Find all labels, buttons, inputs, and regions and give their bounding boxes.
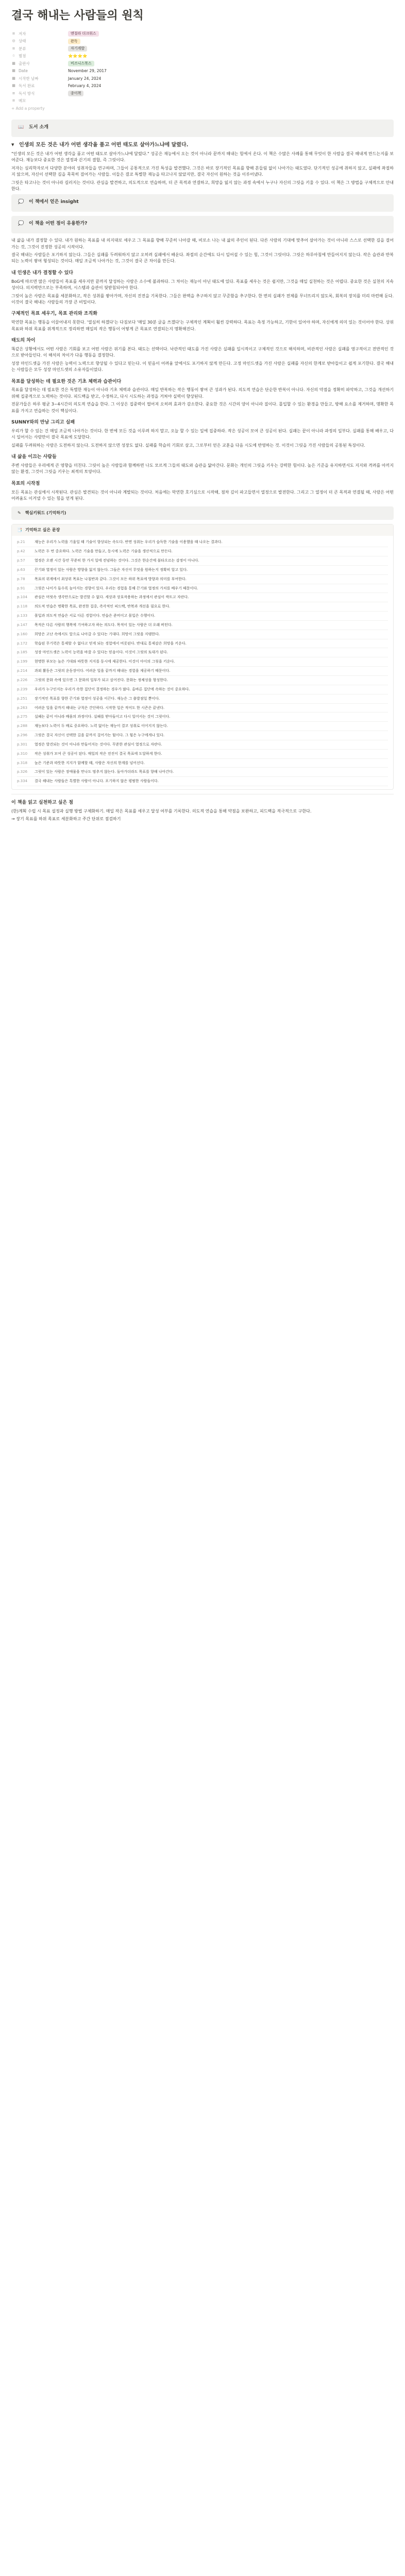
property-value-text: 자기계발 — [68, 46, 87, 52]
quote-page-number: p.104 — [17, 595, 28, 600]
quote-page-number: p.133 — [17, 614, 28, 618]
intro-callout — [11, 120, 394, 137]
quote-text: 열정은 오랜 시간 동안 꾸준히 한 가지 일에 전념하는 것이다. 그것은 한순간에 불타오르는 감정이 아니다. — [35, 558, 199, 563]
property-value-text: 비즈니스북스 — [68, 61, 94, 66]
property-key-label: 시작한 날짜 — [19, 76, 39, 81]
property-key — [11, 76, 68, 82]
section-heading: 목표의 시작점 — [11, 481, 40, 486]
quote-row — [17, 759, 388, 768]
section-paragraph: 우리가 할 수 있는 건 매일 조금씩 나아가는 것이다. 한 번에 모든 것을 이루려 하지 말고, 오늘 할 수 있는 일에 집중하라. 작은 성공이 모여 큰 성공이 된다. 실패는 끝이 아니라 과정의 일부다. 실패를 통해 배우고, 다시 일어서는 사람만이 결국 목표에 도달한다. — [11, 428, 394, 440]
property-key — [11, 31, 68, 37]
property-key-label: 출판사 — [19, 61, 30, 66]
quote-text: 재능보다 노력이 두 배로 중요하다. 노력 없이는 재능이 결코 성취로 이어지지 않는다. — [35, 724, 168, 728]
quote-page-number: p.118 — [17, 604, 28, 609]
quote-page-number: p.172 — [17, 641, 28, 646]
quote-text: 어려운 일을 끝까지 해내는 규칙은 간단하다. 시작한 일은 적어도 한 시즌은 끝낸다. — [35, 705, 165, 710]
quote-text: 우리가 누구인지는 우리가 속한 집단이 결정하는 경우가 많다. 올바른 집단에 속하는 것이 중요하다. — [35, 687, 190, 691]
thought-bubble-icon: 💭 — [18, 199, 24, 205]
property-value[interactable] — [68, 30, 394, 37]
section-heading: 태도의 차이 — [11, 338, 36, 344]
property-row[interactable] — [11, 97, 394, 105]
property-key — [11, 38, 68, 44]
closing-paragraph: → 장기 목표를 하위 목표로 세분화하고 주간 단위로 점검하기 — [11, 817, 121, 822]
quote-page-number: p.214 — [17, 669, 28, 673]
quote-page-number: p.288 — [17, 724, 28, 728]
section-paragraph: 내 삶을 내가 결정할 수 있다. 내가 원하는 목표를 내 의지대로 세우고 그 목표를 향해 꾸준히 나아갈 때, 비로소 나는 내 삶의 주인이 된다. 다른 사람의 기대에 맞추어 살아가는 것이 아니라 스스로 선택한 길을 걸어가는 것, 그것이 진정한 성공의 시작이다. — [11, 238, 394, 249]
property-type-icon: ▦ — [12, 69, 15, 73]
insight-callout — [11, 194, 394, 212]
quote-row — [17, 584, 388, 594]
quote-row — [17, 740, 388, 750]
quote-text: 현명한 부모는 높은 기대와 따뜻한 지지를 동시에 제공한다. 이것이 아이의 그릿을 키운다. — [35, 659, 175, 664]
quote-text: 결국 해내는 사람들은 특별한 사람이 아니다. 포기하지 않은 평범한 사람들이다. — [35, 779, 159, 784]
quote-page-number: p.275 — [17, 715, 28, 719]
property-key — [11, 83, 68, 89]
quote-row — [17, 685, 388, 694]
property-key-label: 독서 방식 — [19, 91, 35, 96]
quote-text: 희망은 고난 속에서도 앞으로 나아갈 수 있다는 기대다. 희망이 그릿을 지탱한다. — [35, 632, 160, 636]
property-type-icon: ≡ — [12, 31, 15, 36]
section-paragraph: 똑같은 상황에서도 어떤 사람은 기회를 보고 어떤 사람은 위기를 본다. 태도는 선택이다. 낙관적인 태도를 가진 사람은 실패를 일시적이고 구체적인 것으로 해석하며, 비관적인 사람은 실패를 영구적이고 전반적인 것으로 받아들인다. 이 해석의 차이가 다음 행동을 결정한다. — [11, 346, 394, 358]
toggle-triangle-icon[interactable]: ▼ — [11, 142, 14, 147]
quote-page-number: p.199 — [17, 659, 28, 664]
quote-row — [17, 639, 388, 649]
property-value-text: 완독 — [68, 39, 80, 44]
property-value[interactable] — [68, 76, 394, 82]
quote-table-body — [12, 536, 393, 789]
property-value[interactable] — [68, 90, 394, 96]
section-paragraph: 결국 해내는 사람들은 포기하지 않는다. 그들은 실패를 두려워하지 않고 오히려 실패에서 배운다. 좌절의 순간에도 다시 일어설 수 있는 힘, 그것이 그릿이다. 그릿은 하루아침에 만들어지지 않는다. 작은 습관과 반복되는 노력이 쌓여 형성되는 것이다. 매일 조금씩 나아가는 것, 그것이 결국 큰 차이를 만든다. — [11, 252, 394, 264]
property-key-label: 저자 — [19, 31, 26, 36]
property-value[interactable] — [68, 60, 394, 66]
quote-page-number: p.263 — [17, 705, 28, 710]
property-key-label: 메모 — [19, 98, 26, 104]
quote-row — [17, 547, 388, 556]
quote-row — [17, 750, 388, 759]
quote-page-number: p.42 — [17, 549, 25, 554]
quote-page-number: p.57 — [17, 558, 25, 563]
quote-text: 목표의 위계에서 최상위 목표는 나침반과 같다. 그것이 모든 하위 목표에 방향과 의미를 부여한다. — [35, 577, 187, 581]
property-type-icon: ≡ — [12, 91, 15, 95]
section-paragraph: BoG에 따르면 많은 사람들이 목표를 세우지만 끝까지 달성하는 사람은 소수에 불과하다. 그 차이는 재능이 아닌 태도에 있다. 목표를 세우는 것은 쉽지만, 그것을 매일 실천하는 것은 어렵다. 중요한 것은 실천의 지속성이다. 의지력만으로는 부족하며, 시스템과 습관이 뒷받침되어야 한다. — [11, 279, 394, 291]
section-paragraph: 실패를 두려워하는 사람은 도전하지 않는다. 도전하지 않으면 성장도 없다. 실패를 학습의 기회로 삼고, 그로부터 얻은 교훈을 다음 시도에 반영하는 것. 이것이 그릿을 가진 사람들의 공통된 특징이다. — [11, 443, 365, 448]
quote-page-number: p.296 — [17, 733, 28, 738]
property-row[interactable] — [11, 30, 394, 38]
property-value[interactable] — [68, 68, 394, 74]
quote-text: 성장 마인드셋은 노력이 능력을 바꿀 수 있다는 믿음이다. 이것이 그릿의 토대가 된다. — [35, 650, 168, 655]
body-sections — [11, 238, 394, 502]
property-key — [11, 68, 68, 74]
summary-toggle-label: 인생의 모든 것은 내가 어떤 생각을 품고 어떤 태도로 살아가느냐에 달렸다. — [19, 142, 189, 148]
keyword-callout — [11, 506, 394, 520]
quote-page-number: p.226 — [17, 678, 28, 683]
intro-paragraphs — [11, 151, 394, 192]
property-key-label: Date — [19, 69, 28, 74]
quote-text: 노력은 두 번 중요하다. 노력은 기술을 만들고, 동시에 노력은 기술을 생산적으로 만든다. — [35, 549, 173, 554]
quote-page-number: p.310 — [17, 751, 28, 756]
property-value-text: November 29, 2017 — [68, 69, 107, 74]
quote-row — [17, 621, 388, 630]
quote-text: 그릿의 문화 속에 있으면 그 문화의 일부가 되고 싶어진다. 문화는 정체성을 형성한다. — [35, 678, 168, 683]
insight-callout-title: 이 책에서 얻은 insight — [29, 199, 79, 205]
property-row[interactable] — [11, 53, 394, 60]
property-value-text: 종이책 — [68, 91, 83, 96]
page-title[interactable]: 결국 해내는 사람들의 원칙 — [11, 9, 144, 22]
property-key-label: 분류 — [19, 46, 26, 51]
quote-row — [17, 704, 388, 713]
book-icon: 📖 — [18, 124, 24, 130]
section-paragraph: 그릿이 높은 사람은 목표를 세분화하고, 작은 성취를 쌓아가며, 자신의 진전을 기록한다. 그들은 완벽을 추구하지 않고 꾸준함을 추구한다. 한 번의 실패가 전체를 무너뜨리지 않도록, 회복의 장치를 미리 마련해 둔다. 이것이 결국 해내는 사람들의 가장 큰 비밀이다. — [11, 293, 394, 304]
quote-text: 높은 기준과 따뜻한 지지가 함께할 때, 사람은 자신의 한계를 넘어선다. — [35, 760, 145, 765]
quote-page-number: p.326 — [17, 770, 28, 774]
quote-row — [17, 667, 388, 676]
quote-table-header — [12, 524, 393, 536]
quote-page-number: p.21 — [17, 540, 25, 545]
summary-toggle[interactable] — [11, 141, 394, 149]
quote-row — [17, 648, 388, 657]
quote-text: 재능은 우리가 노력을 기울일 때 기술이 향상되는 속도다. 반면 성취는 우리가 습득한 기술을 이용했을 때 나오는 결과다. — [35, 540, 223, 545]
property-row[interactable] — [11, 90, 394, 97]
quote-text: 실패는 끝이 아니라 배움의 과정이다. 실패를 받아들이고 다시 일어서는 것이 그릿이다. — [35, 715, 171, 719]
quote-page-number: p.251 — [17, 696, 28, 701]
section-paragraph: 막연한 목표는 행동을 이끌어내지 못한다. '열심히 하겠다'는 다짐보다 '매일 30분 글을 쓰겠다'는 구체적인 계획이 훨씬 강력하다. 목표는 측정 가능하고, 기한이 있어야 하며, 자신에게 의미 있는 것이어야 한다. 상위 목표와 하위 목표를 위계적으로 정리하면 매일의 작은 행동이 어떻게 큰 목표로 연결되는지 명확해진다. — [11, 320, 394, 331]
quote-text: 과외 활동은 그릿의 운동장이다. 어려운 일을 끝까지 해내는 경험을 제공하기 때문이다. — [35, 669, 171, 673]
property-key — [11, 91, 68, 97]
quote-text: 그릿은 나이가 들수록 높아지는 경향이 있다. 우리는 경험을 통해 끈기와 열정의 가치를 배우기 때문이다. — [35, 586, 198, 590]
property-value-text: February 4, 2024 — [68, 83, 102, 89]
property-row[interactable] — [11, 82, 394, 90]
property-key — [11, 61, 68, 67]
section-paragraph: 성장 마인드셋을 가진 사람은 능력이 노력으로 향상될 수 있다고 믿는다. 이 믿음이 어려움 앞에서도 포기하지 않게 만든다. 고정 마인드셋을 가진 사람은 실패를 자신의 한계로 받아들이고 쉽게 포기한다. 결국 해내는 사람들은 모두 성장 마인드셋의 소유자들이었다. — [11, 361, 394, 372]
property-key — [11, 98, 68, 104]
property-type-icon: ☆ — [12, 54, 15, 58]
quote-text: 학습된 무기력은 통제할 수 없다고 믿게 되는 경험에서 비롯된다. 반대로 통제감은 희망을 키운다. — [35, 641, 187, 646]
closing-paragraphs — [11, 808, 394, 823]
quote-row — [17, 556, 388, 566]
property-value-text: 앤절라 더크워스 — [68, 31, 99, 37]
quote-page-number: p.63 — [17, 567, 25, 572]
quote-text: 의도적 연습은 명확한 목표, 완전한 집중, 즉각적인 피드백, 반복과 개선을 필요로 한다. — [35, 604, 171, 609]
property-row[interactable] — [11, 45, 394, 53]
property-type-icon: ≡ — [12, 98, 15, 103]
intro-callout-title: 도서 소개 — [29, 124, 48, 130]
quote-page-number: p.318 — [17, 760, 28, 765]
quote-page-number: p.239 — [17, 687, 28, 691]
section-heading: SUNNY와의 만남 그리고 실패 — [11, 420, 75, 426]
quote-row — [17, 657, 388, 667]
quote-text: 목적은 다른 사람의 행복에 기여하고자 하는 의도다. 목적이 있는 사람은 더 오래 버틴다. — [35, 622, 173, 627]
property-key — [11, 46, 68, 52]
quote-row — [17, 676, 388, 685]
quote-row — [17, 694, 388, 704]
quote-text: 관심은 머릿속 생각만으로는 발견할 수 없다. 세상과 상호작용하는 과정에서 관심이 싹트고 자란다. — [35, 595, 189, 600]
quote-row — [17, 602, 388, 612]
quote-page-number: p.334 — [17, 779, 28, 784]
quote-page-number: p.301 — [17, 742, 28, 747]
intro-paragraph: 그릿은 타고나는 것이 아니라 길러지는 것이다. 관심을 발견하고, 의도적으로 연습하며, 더 큰 목적과 연결하고, 희망을 잃지 않는 과정 속에서 누구나 자신의 그릿을 키울 수 있다. 이 책은 그 방법을 구체적으로 안내한다. — [11, 180, 394, 191]
property-value[interactable] — [68, 45, 394, 52]
add-property-label: + Add a property — [11, 106, 45, 111]
quote-page-number: p.185 — [17, 650, 28, 655]
property-row[interactable] — [11, 38, 394, 45]
closing-paragraph: (한)계획 수립 시 목표 설정과 실행 방법 구체화하기. 매일 작은 목표를 세우고 달성 여부를 기록한다. 의도적 연습을 통해 약점을 보완하고, 피드백을 적극적으로 구한다. — [11, 809, 312, 814]
property-value[interactable] — [68, 83, 394, 89]
quote-row — [17, 768, 388, 777]
quote-row — [17, 630, 388, 639]
quote-text: 끈기와 열정이 있는 사람은 방향을 잃지 않는다. 그들은 자신이 무엇을 원하는지 정확히 알고 있다. — [35, 567, 188, 572]
add-property-button[interactable] — [11, 105, 394, 112]
bookmark-icon: 📑 — [17, 527, 22, 532]
quote-text: 몰입과 의도적 연습은 서로 다른 경험이다. 연습은 준비이고 몰입은 수행이다. — [35, 614, 156, 618]
keyword-callout-label: 핵심키워드 (기억하기) — [25, 510, 66, 515]
property-value[interactable] — [68, 53, 394, 59]
quote-row — [17, 575, 388, 584]
quote-text: 그릿은 결국 자신이 선택한 길을 끝까지 걸어가는 힘이다. 그 힘은 누구에게나 있다. — [35, 733, 165, 738]
intro-paragraph: "인생의 모든 것은 내가 어떤 생각을 품고 어떤 태도로 살아가느냐에 달렸다." 성공은 재능에서 오는 것이 아니라 끝까지 해내는 힘에서 온다. 이 책은 수많은 사례를 통해 무엇이 한 사람을 결국 해내게 만드는지를 보여준다. 재능보다 중요한 것은 열정과 끈기의 결합, 즉 그릿이다. — [11, 151, 394, 163]
usefulness-callout-title: 이 책을 어떤 점이 유용한가? — [29, 221, 88, 227]
quote-page-number: p.78 — [17, 577, 25, 581]
usefulness-callout — [11, 216, 394, 233]
section-paragraph: 주변 사람들은 우리에게 큰 영향을 미친다. 그릿이 높은 사람들과 함께하면 나도 모르게 그들의 태도와 습관을 닮아간다. 문화는 개인의 그릿을 키우는 강력한 힘이다. 높은 기준을 유지하면서도 지지와 격려를 아끼지 않는 환경, 그것이 그릿을 키우는 최적의 토양이다. — [11, 463, 394, 474]
notion-page — [0, 0, 405, 855]
closing-heading: 이 책을 읽고 실천하고 싶은 점 — [11, 800, 73, 806]
quote-row — [17, 777, 388, 786]
section-heading: 내 삶을 이끄는 사람들 — [11, 454, 57, 460]
property-type-icon: ≡ — [12, 46, 15, 50]
section-paragraph: 목표를 달성하는 데 필요한 것은 특별한 재능이 아니라 기초 체력과 습관이다. 매일 반복하는 작은 행동이 쌓여 큰 성과가 된다. 의도적 연습은 단순한 반복이 아니다. 자신의 약점을 정확히 파악하고, 그것을 개선하기 위해 집중적으로 노력하는 것이다. 피드백을 받고, 수정하고, 다시 시도하는 과정을 거쳐야 실력이 향상된다. — [11, 387, 394, 399]
quote-page-number: p.147 — [17, 622, 28, 627]
quote-row — [17, 538, 388, 547]
quote-page-number: p.160 — [17, 632, 28, 636]
quote-row — [17, 713, 388, 722]
quote-row — [17, 722, 388, 731]
quote-table-title: 기억하고 싶은 문장 — [25, 527, 60, 532]
quote-text: 그릿이 있는 사람은 장애물을 만나도 멈추지 않는다. 돌아가더라도 목표를 향해 나아간다. — [35, 770, 174, 774]
section-heading: 구체적인 목표 세우기, 목표 관리와 조직화 — [11, 311, 97, 317]
property-value-text: January 24, 2024 — [68, 76, 102, 81]
quote-row — [17, 612, 388, 621]
property-list — [11, 30, 394, 112]
keyword-icon: ✎ — [18, 510, 21, 515]
section-heading: 내 인생은 내가 결정할 수 있다 — [11, 270, 73, 276]
quote-text: 작은 성취가 모여 큰 성공이 된다. 매일의 작은 전진이 결국 목표에 도달하게 한다. — [35, 751, 162, 756]
property-key-label: 상태 — [19, 39, 26, 44]
section-paragraph: 전문가들은 하루 평균 3~4시간의 의도적 연습을 한다. 그 이상은 집중력이 떨어져 오히려 효과가 감소한다. 중요한 것은 시간의 양이 아니라 질이다. 몰입할 수 있는 환경을 만들고, 방해 요소를 제거하며, 명확한 목표를 가지고 연습하는 것이 핵심이다. — [11, 402, 394, 413]
property-type-icon: ▦ — [12, 61, 15, 65]
property-type-icon: ▦ — [12, 83, 15, 88]
property-key-label: 독서 완료 — [19, 83, 35, 89]
property-type-icon: ◎ — [12, 39, 15, 43]
quote-row — [17, 593, 388, 602]
property-key — [11, 53, 68, 59]
property-row[interactable] — [11, 67, 394, 75]
quote-row — [17, 731, 388, 740]
intro-paragraph: 저자는 심리학자로서 다양한 분야의 성취자들을 연구하며, 그들이 공통적으로 가진 특성을 발견했다. 그것은 바로 장기적인 목표를 향해 흔들림 없이 나아가는 태도였다. 단기적인 성공에 취하지 않고, 실패에 좌절하지 않으며, 자신이 선택한 길을 묵묵히 걸어가는 사람들. 이들은 결코 특별한 재능을 타고나지 않았지만, 결국 자신이 원하는 것을 이루어냈다. — [11, 165, 394, 177]
section-paragraph: 모든 목표는 관심에서 시작된다. 관심은 발견되는 것이 아니라 계발되는 것이다. 처음에는 막연한 호기심으로 시작해, 점차 깊이 파고들면서 열정으로 발전한다. 그리고 그 열정이 더 큰 목적과 연결될 때, 사람은 어떤 어려움도 이겨낼 수 있는 힘을 얻게 된다. — [11, 489, 394, 501]
section-heading: 목표를 달성하는 데 필요한 것은 기초 체력과 습관이다 — [11, 379, 122, 384]
property-row[interactable] — [11, 75, 394, 82]
quote-row — [17, 566, 388, 575]
quote-text: 장기적인 목표를 향한 끈기와 열정이 성공을 이끈다. 재능은 그 출발점일 뿐이다. — [35, 696, 160, 701]
property-type-icon: ▦ — [12, 76, 15, 80]
quote-text: 열정은 발견되는 것이 아니라 만들어지는 것이다. 꾸준한 관심이 열정으로 자란다. — [35, 742, 162, 747]
property-value-text: ⭐⭐⭐⭐ — [68, 54, 88, 59]
quote-page-number: p.91 — [17, 586, 25, 590]
property-row[interactable] — [11, 60, 394, 67]
quote-table — [11, 524, 394, 790]
property-value[interactable] — [68, 38, 394, 44]
property-key-label: 별점 — [19, 54, 26, 59]
thought-bubble-icon: 💭 — [18, 221, 24, 227]
